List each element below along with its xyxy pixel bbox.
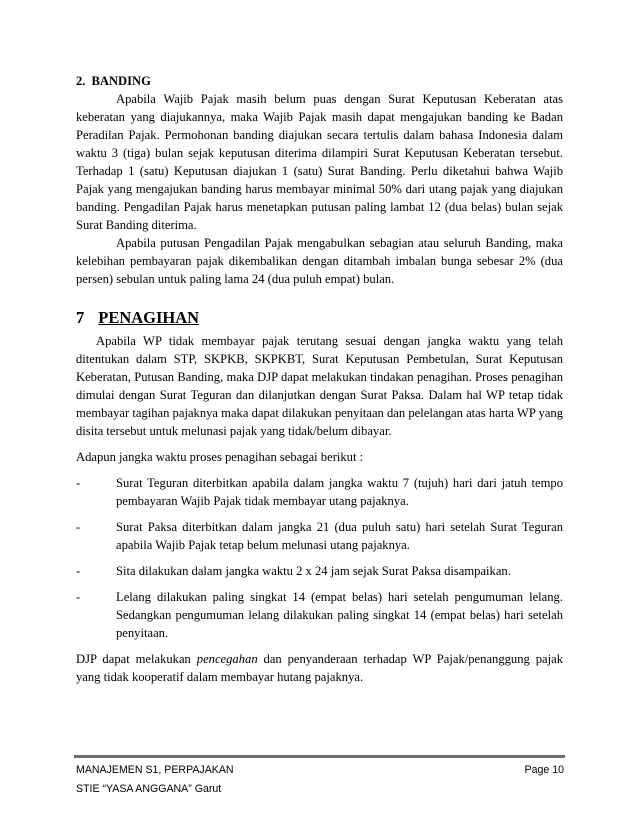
timeline-list (76, 474, 563, 642)
list-item (76, 474, 563, 510)
list-item (76, 588, 563, 642)
page-body (76, 72, 563, 686)
banding-paragraph-2: Apabila putusan Pengadilan Pajak mengabulkan sebagian atau seluruh Banding, maka kelebihan pembayaran pajak dikembalikan dengan ditambah imbalan bunga sebesar 2% (dua persen) sebulan untuk paling lama 24 (dua puluh empat) bulan. (76, 236, 563, 286)
closing-text-end: dan penyanderaan terhadap WP Pajak/penanggung pajak yang tidak kooperatif dalam membayar hutang pajaknya. (76, 652, 563, 684)
closing-emphasis: pencegahan (196, 652, 258, 666)
footer-line-2 (76, 782, 564, 796)
list-bullet: - (76, 476, 81, 490)
footer-divider (74, 755, 565, 758)
chapter-heading-penagihan (76, 304, 563, 332)
list-item-text: Lelang dilakukan paling singkat 14 (empat belas) hari setelah pengumuman lelang. Sedangkan pengumuman lelang dilakukan paling singkat 14 (empat belas) hari setelah penyitaan. (116, 590, 563, 640)
list-item-text: Sita dilakukan dalam jangka waktu 2 x 24 jam sejak Surat Paksa disampaikan. (116, 564, 511, 578)
penagihan-intro-paragraph: Apabila WP tidak membayar pajak terutang sesuai dengan jangka waktu yang telah ditentukan dalam STP, SKPKB, SKPKBT, Surat Keputusan Pembetulan, Surat Keputusan Keberatan, Putusan Banding, maka DJP dapat melakukan tindakan penagihan. Proses penagihan dimulai dengan Surat Teguran dan dilanjutkan dengan Surat Paksa. Dalam hal WP tetap tidak membayar tagihan pajaknya maka dapat dilakukan penyitaan dan pelelangan atas harta WP yang disita tersebut untuk melunasi pajak yang tidak/belum dibayar. (76, 334, 563, 438)
footer-institution: STIE “YASA ANGGANA” Garut (76, 783, 222, 795)
list-bullet: - (76, 590, 81, 604)
banding-paragraph-1: Apabila Wajib Pajak masih belum puas dengan Surat Keputusan Keberatan atas keberatan yang diajukannya, maka Wajib Pajak masih dapat mengajukan banding ke Badan Peradilan Pajak. Permohonan banding diajukan secara tertulis dalam bahasa Indonesia dalam waktu 3 (tiga) bulan sejak keputusan diterima dilampiri Surat Keputusan Keberatan tersebut. Terhadap 1 (satu) Keputusan diajukan 1 (satu) Surat Banding. Perlu diketahui bahwa Wajib Pajak yang mengajukan banding harus membayar minimal 50% dari utang pajak yang diajukan banding. Pengadilan Pajak harus menetapkan putusan paling lambat 12 (dua belas) bulan sejak Surat Banding diterima. (76, 92, 563, 232)
section-number: 2. (76, 74, 86, 88)
list-bullet: - (76, 520, 81, 534)
list-bullet: - (76, 564, 81, 578)
list-intro: Adapun jangka waktu proses penagihan sebagai berikut : (76, 450, 364, 464)
chapter-title: PENAGIHAN (98, 308, 200, 327)
footer-course-label: MANAJEMEN S1, PERPAJAKAN (76, 764, 234, 776)
footer-line-1 (76, 763, 564, 777)
list-item (76, 562, 563, 580)
section-heading-banding (76, 72, 563, 90)
list-item-text: Surat Paksa diterbitkan dalam jangka 21 (dua puluh satu) hari setelah Surat Teguran apabila Wajib Pajak tetap belum melunasi utang pajaknya. (116, 520, 563, 552)
section-title: BANDING (91, 74, 151, 88)
closing-paragraph (76, 650, 563, 686)
page-number: Page 10 (524, 764, 564, 776)
list-item-text: Surat Teguran diterbitkan apabila dalam jangka waktu 7 (tujuh) hari dari jatuh tempo pembayaran Wajib Pajak tidak membayar utang pajaknya. (116, 476, 563, 508)
chapter-number: 7 (76, 308, 85, 327)
list-item (76, 518, 563, 554)
closing-text-start: DJP dapat melakukan (76, 652, 197, 666)
